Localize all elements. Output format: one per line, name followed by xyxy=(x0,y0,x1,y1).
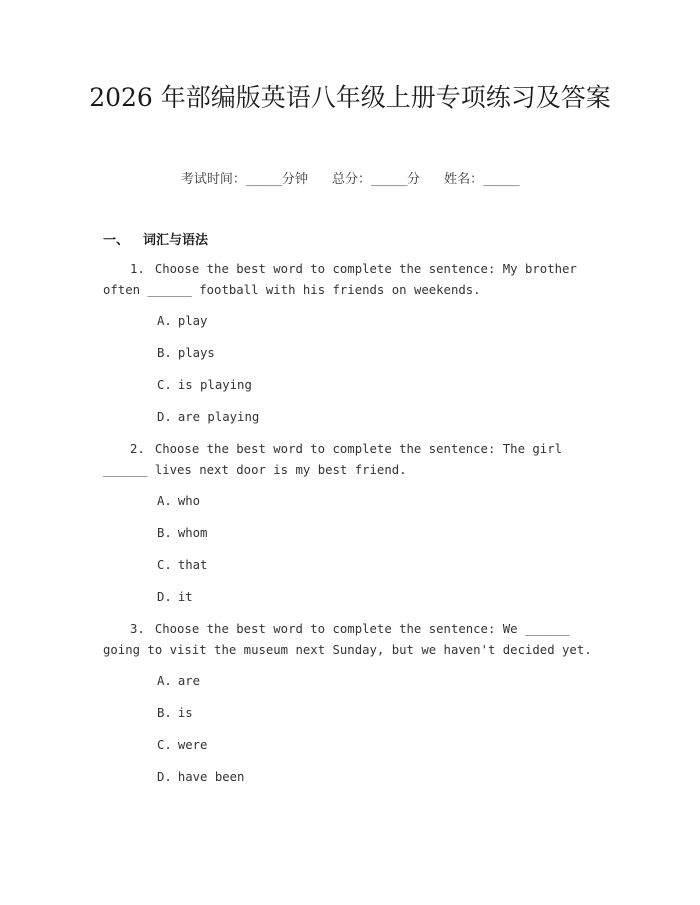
option-text: who xyxy=(177,494,201,508)
exam-time-field xyxy=(181,172,308,187)
question-number: 1. xyxy=(130,262,145,276)
section-heading xyxy=(103,229,208,248)
question-3-option-c xyxy=(157,738,207,752)
section-number: 一、 xyxy=(103,233,130,248)
option-letter: C. xyxy=(157,378,172,392)
option-text: play xyxy=(177,314,208,328)
option-letter: C. xyxy=(157,738,172,752)
option-text: are xyxy=(177,674,201,688)
student-name-label: 姓名： xyxy=(444,172,484,187)
option-text: are playing xyxy=(177,410,260,424)
option-letter: C. xyxy=(157,558,172,572)
option-text: plays xyxy=(177,346,215,360)
question-number: 2. xyxy=(130,442,145,456)
question-2 xyxy=(103,439,593,481)
student-name-field xyxy=(444,172,519,187)
question-1-option-a xyxy=(157,314,207,328)
question-2-option-c xyxy=(157,558,207,572)
exam-time-unit: 分钟 xyxy=(281,172,308,187)
option-letter: B. xyxy=(157,706,172,720)
question-1-option-b xyxy=(157,346,215,360)
student-name-blank: ______ xyxy=(483,172,520,187)
question-1-option-c xyxy=(157,378,252,392)
option-text: that xyxy=(177,558,208,572)
question-1 xyxy=(103,259,593,301)
exam-info-line xyxy=(0,168,700,187)
option-text: is xyxy=(177,706,193,720)
option-text: it xyxy=(177,590,193,604)
question-3-option-b xyxy=(157,706,193,720)
option-letter: B. xyxy=(157,346,172,360)
page-title: 2026 年部编版英语八年级上册专项练习及答案 xyxy=(89,83,611,112)
question-text: Choose the best word to complete the sentence: The girl ______ lives next door is my best friend. xyxy=(103,442,562,477)
question-3-option-d xyxy=(157,770,244,784)
total-score-label: 总分： xyxy=(331,172,371,187)
option-letter: B. xyxy=(157,526,172,540)
option-letter: A. xyxy=(157,314,172,328)
option-text: have been xyxy=(177,770,245,784)
total-score-unit: 分 xyxy=(407,172,421,187)
option-letter: D. xyxy=(157,590,172,604)
option-text: is playing xyxy=(177,378,252,392)
option-letter: D. xyxy=(157,770,172,784)
exam-time-blank: ______ xyxy=(245,172,282,187)
question-1-option-d xyxy=(157,410,259,424)
question-2-option-a xyxy=(157,494,200,508)
option-text: were xyxy=(177,738,208,752)
question-text: Choose the best word to complete the sentence: We ______ going to visit the museum next Sunday, but we haven't decided yet. xyxy=(103,622,592,657)
option-letter: A. xyxy=(157,674,172,688)
question-3 xyxy=(103,619,593,661)
section-title: 词汇与语法 xyxy=(143,233,209,248)
question-number: 3. xyxy=(130,622,145,636)
question-2-option-d xyxy=(157,590,193,604)
question-3-option-a xyxy=(157,674,200,688)
option-letter: A. xyxy=(157,494,172,508)
exam-time-label: 考试时间： xyxy=(180,172,246,187)
total-score-field xyxy=(332,172,420,187)
option-text: whom xyxy=(177,526,208,540)
question-text: Choose the best word to complete the sentence: My brother often ______ football with his friends on weekends. xyxy=(103,262,577,297)
question-2-option-b xyxy=(157,526,207,540)
total-score-blank: ______ xyxy=(371,172,407,187)
option-letter: D. xyxy=(157,410,172,424)
